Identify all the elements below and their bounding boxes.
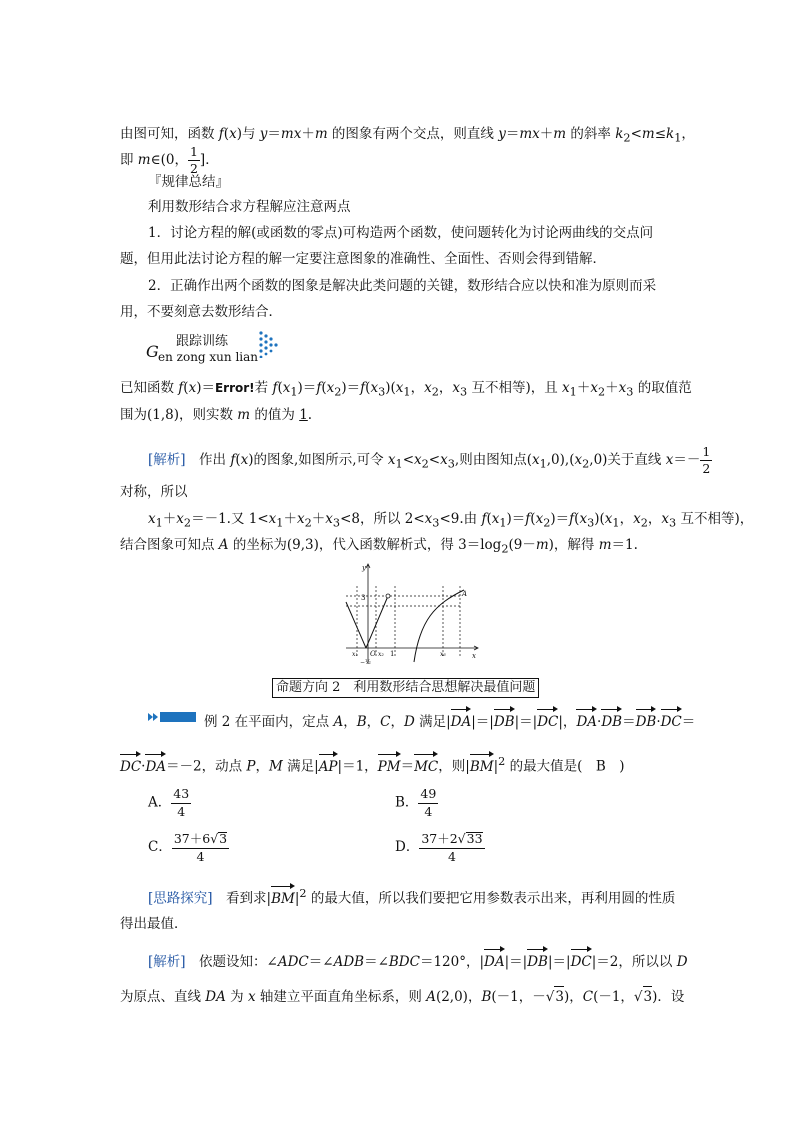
middle-branch xyxy=(366,596,388,648)
point-a-label: A xyxy=(462,590,468,598)
left-branch xyxy=(346,602,366,648)
dots-arrow-icon xyxy=(258,330,278,358)
text-line: 例 2 在平面内，定点 A，B，C，D 满足|DA|＝|DB|＝|DC|，DA·DB＝DB·DC＝ xyxy=(204,714,696,730)
x3-label: x₃ xyxy=(440,651,446,658)
text-line: $x_1+x_2=-1$.又 $1<x_1+x_2+x_3<8$，所以 $2<x_3<9$.由 $f(x_1)=f(x_2)=f(x_3)(x_1$，$x_2$，$x_3$ 互不相等)， xyxy=(148,511,754,530)
hint-tag: [思路探究] xyxy=(148,890,213,907)
training-logo xyxy=(146,330,306,370)
origin-label: O xyxy=(370,650,376,658)
text-line: 围为(1,8)，则实数 m 的值为 1. xyxy=(120,407,313,423)
text-line: [解析] 依题设知：∠ADC＝∠ADB＝∠BDC＝120°，|DA|＝|DB|＝|DC|＝2，所以以 D xyxy=(148,954,688,970)
answer-letter: B xyxy=(595,758,606,775)
x-label: x xyxy=(472,652,476,660)
y-label: y xyxy=(362,564,366,572)
x1-label: x₁ xyxy=(352,651,358,658)
option-c[interactable]: C． $\frac{37+6√3}{4}$ xyxy=(148,831,228,864)
text-line: 得出最值． xyxy=(120,916,188,932)
option-d[interactable]: D． $\frac{37+2√33}{4}$ xyxy=(395,831,483,864)
text-line: 用，不要刻意去数形结合． xyxy=(120,304,282,320)
example-label: 例 2 xyxy=(204,714,231,730)
text-line: [思路探究] 看到求$|BM|^2$ 的最大值，所以我们要把它用参数表示出来，再利用圆的性质 xyxy=(148,887,676,907)
text-line: 为原点、直线 DA 为 x 轴建立平面直角坐标系，则 A(2,0)，B(－1，－√3)，C(－1，√3)．设 xyxy=(120,986,684,1007)
one-label: 1 xyxy=(390,650,395,658)
option-a[interactable]: A． $\frac{43}{4}$ xyxy=(148,786,190,819)
text-line: DC·DA＝－2，动点 P，M 满足|AP|＝1，PM＝MC，则$|BM|^2$ 的最大值是( B ) xyxy=(120,755,625,775)
log-branch xyxy=(414,590,464,662)
figure-caption: 命题方向 2 利用数形结合思想解决最值问题 xyxy=(272,678,539,698)
logo-pinyin: en zong xun lian xyxy=(158,350,259,364)
text-line: 已知函数 f(x)＝Error!若 $f(x_1)=f(x_2)=f(x_3)(x_1$，$x_2$，$x_3$ 互不相等)，且 $x_1+x_2+x_3$ 的取值范 xyxy=(120,380,692,399)
text-line: 对称，所以 xyxy=(120,484,188,500)
logo-title: 跟踪训练 xyxy=(176,334,229,349)
example-arrow-icon xyxy=(148,711,196,723)
logo-letter: G xyxy=(146,342,159,361)
three-label: 3 xyxy=(361,594,366,602)
section-title: 利用数形结合求方程解应注意两点 xyxy=(148,199,351,215)
solution-tag: [解析] xyxy=(148,452,186,468)
text-line: 即 m∈(0， $\frac{1}{2}$ ]． xyxy=(120,143,219,176)
x2-label: x₂ xyxy=(378,651,384,658)
function-graph xyxy=(340,560,482,668)
solution-tag-2: [解析] xyxy=(148,954,186,970)
text-line: [解析] 作出 f(x)的图象,如图所示,可令 $x_1<x_2<x_3$,则由图知点$(x_1,0),(x_2,0)$关于直线 x＝－ $\frac{1}{2}$ xyxy=(148,443,711,476)
option-b[interactable]: B． $\frac{49}{4}$ xyxy=(395,786,437,819)
section-header: 『规律总结』 xyxy=(148,174,229,190)
text-line: 题，但用此法讨论方程的解一定要注意图象的准确性、全面性、否则会得到错解． xyxy=(120,251,606,267)
open-point xyxy=(386,594,390,598)
neg-half-label: −½ xyxy=(360,659,371,666)
text-line: 结合图象可知点 A 的坐标为(9,3)，代入函数解析式，得 $3=\log_2(9-m)$，解得 m＝1. xyxy=(120,537,638,556)
text-line: 由图可知，函数 f(x)与 y＝mx＋m 的图象有两个交点，则直线 y＝mx＋m 的斜率 $k_2<m\le k_1$， xyxy=(120,126,695,145)
text-line: 2．正确作出两个函数的图象是解决此类问题的关键，数形结合应以快和准为原则而采 xyxy=(148,278,657,294)
text-line: 1．讨论方程的解(或函数的零点)可构造两个函数，使问题转化为讨论两曲线的交点问 xyxy=(148,225,654,241)
